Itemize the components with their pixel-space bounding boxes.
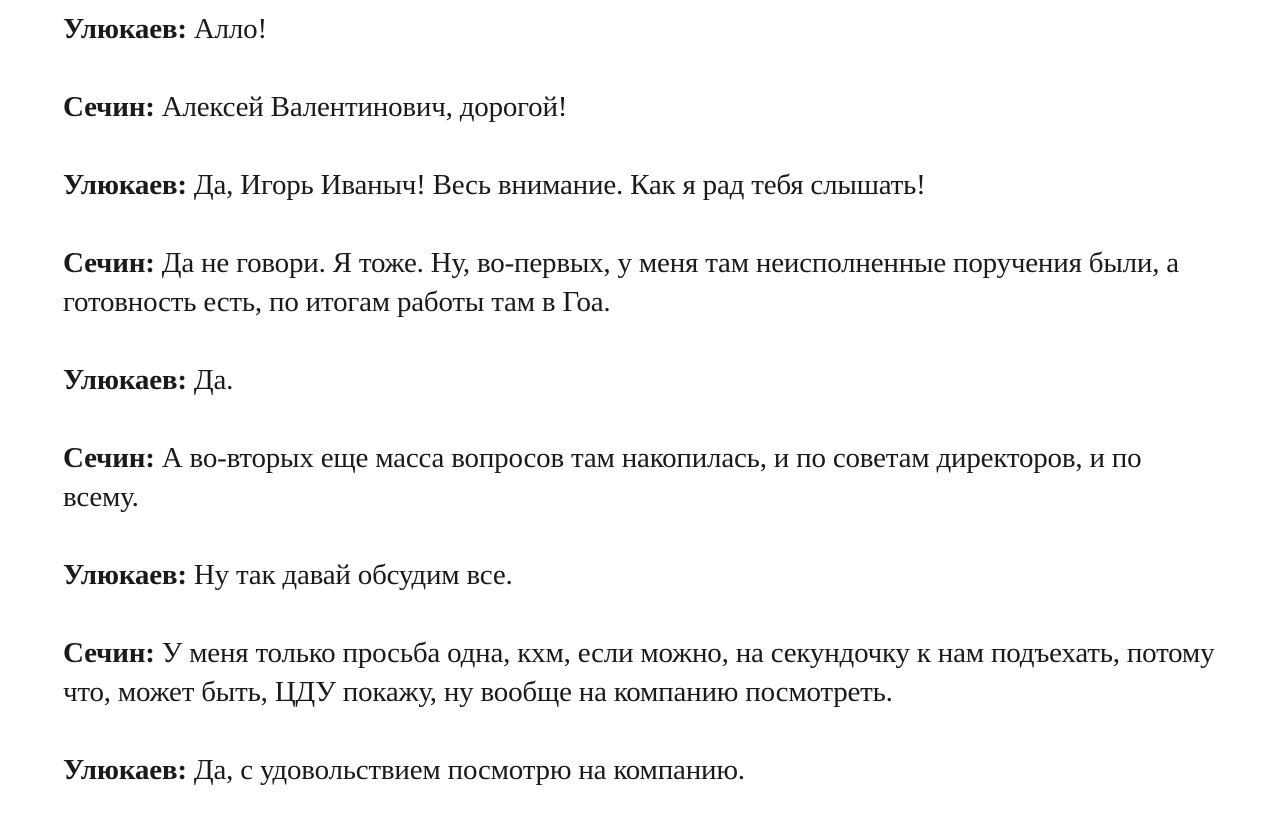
speaker-name: Улюкаев: [63, 364, 187, 396]
transcript-line [63, 244, 1223, 322]
speaker-name: Сечин: [63, 637, 155, 669]
speaker-name: Сечин: [63, 442, 155, 474]
utterance-text: Алексей Валентинович, дорогой! [161, 91, 568, 123]
speaker-name: Улюкаев: [63, 169, 187, 201]
transcript-line [63, 634, 1223, 712]
utterance-text: Да, с удовольствием посмотрю на компанию. [193, 754, 745, 786]
transcript-line [63, 439, 1223, 517]
utterance-text: У меня только просьба одна, кхм, если можно, на секундочку к нам подъехать, потому что, может быть, ЦДУ покажу, ну вообще на компанию посмотреть. [63, 637, 1215, 708]
transcript-line [63, 10, 1223, 49]
transcript-line [63, 88, 1223, 127]
speaker-name: Улюкаев: [63, 13, 187, 45]
transcript-line [63, 556, 1223, 595]
speaker-name: Сечин: [63, 91, 155, 123]
utterance-text: Да не говори. Я тоже. Ну, во-первых, у меня там неисполненные поручения были, а готовность есть, по итогам работы там в Гоа. [63, 247, 1179, 318]
utterance-text: Да. [193, 364, 234, 396]
utterance-text: А во-вторых еще масса вопросов там накопилась, и по советам директоров, и по всему. [63, 442, 1142, 513]
speaker-name: Улюкаев: [63, 559, 187, 591]
transcript-line [63, 751, 1223, 790]
utterance-text: Ну так давай обсудим все. [193, 559, 513, 591]
transcript-line [63, 361, 1223, 400]
transcript [63, 10, 1223, 790]
speaker-name: Улюкаев: [63, 754, 187, 786]
transcript-line [63, 166, 1223, 205]
utterance-text: Алло! [193, 13, 267, 45]
utterance-text: Да, Игорь Иваныч! Весь внимание. Как я рад тебя слышать! [193, 169, 926, 201]
speaker-name: Сечин: [63, 247, 155, 279]
